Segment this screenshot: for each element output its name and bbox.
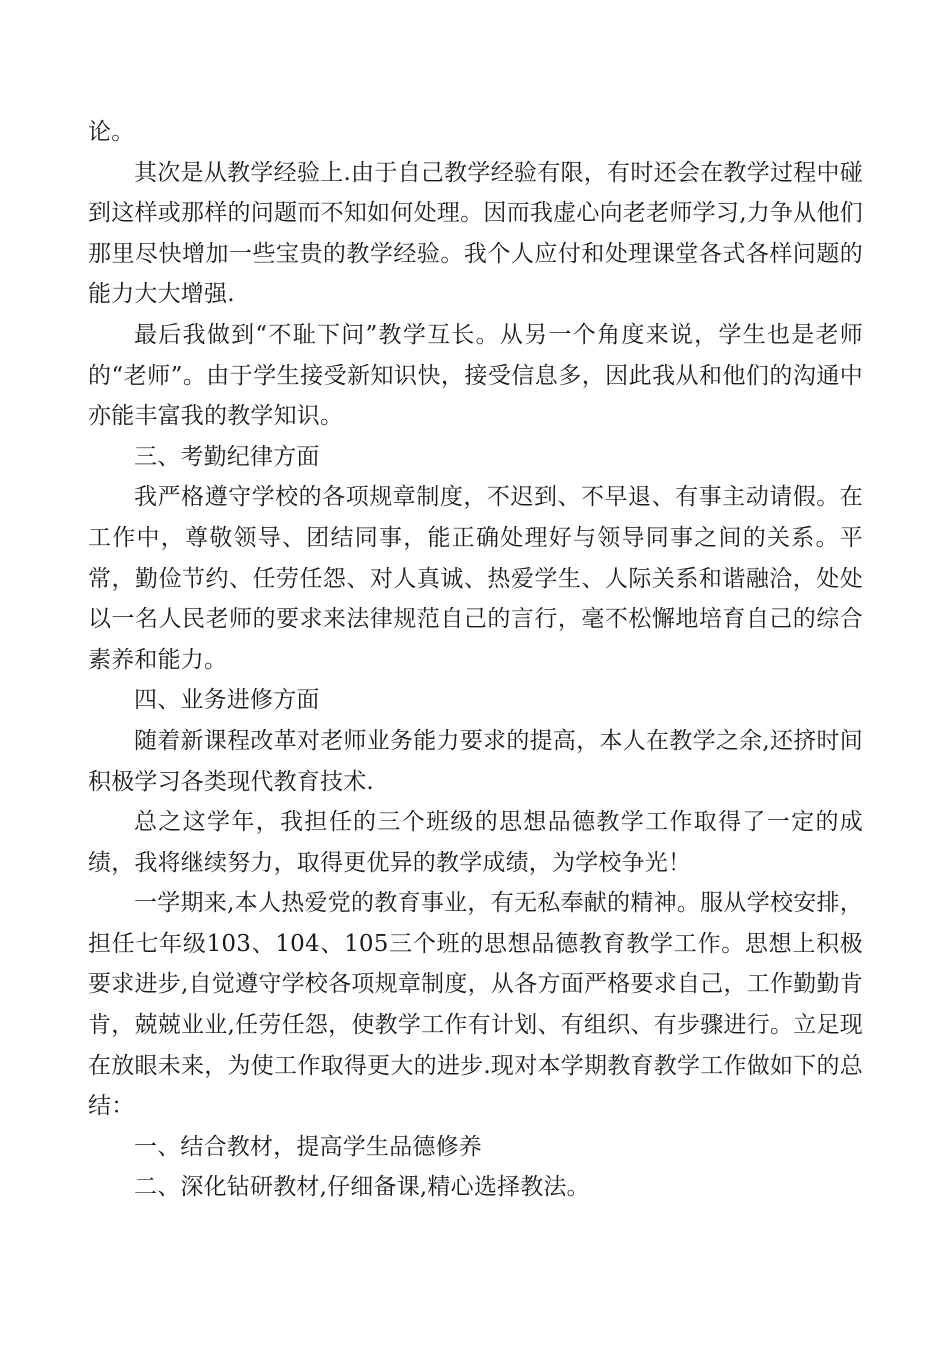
paragraph-continuation: 论。: [88, 119, 135, 145]
section-heading-combine-textbook: 一、结合教材，提高学生品德修养: [134, 1133, 482, 1160]
paragraph-learning-from-students: 最后我做到“不耻下问”教学互长。从另一个角度来说，学生也是老师的“老师”。由于学生接受新知识快，接受信息多，因此我从和他们的沟通中亦能丰富我的教学知识。: [88, 321, 863, 430]
section-heading-professional-study: 四、业务进修方面: [134, 687, 320, 714]
paragraph-conclusion: 总之这学年，我担任的三个班级的思想品德教学工作取得了一定的成绩，我将继续努力，取得更优异的教学成绩，为学校争光！: [88, 809, 863, 876]
section-heading-attendance: 三、考勤纪律方面: [134, 443, 320, 470]
paragraph-professional-study: 随着新课程改革对老师业务能力要求的提高，本人在教学之余,还挤时间积极学习各类现代教育技术.: [88, 727, 863, 795]
paragraph-semester-summary: 一学期来,本人热爱党的教育事业，有无私奉献的精神。服从学校安排，担任七年级103、104、105三个班的思想品德教育教学工作。思想上积极要求进步,自觉遵守学校各项规章制度，从各方面严格要求自己，工作勤勤肯肯，兢兢业业,任劳任怨，使教学工作有计划、有组织、有步骤进行。立足现在放眼未来，为使工作取得更大的进步.现对本学期教育教学工作做如下的总结：: [88, 890, 863, 1120]
section-heading-study-textbook: 二、深化钻研教材,仔细备课,精心选择教法。: [134, 1174, 590, 1201]
document-body: [88, 112, 863, 1208]
paragraph-teaching-experience: 其次是从教学经验上.由于自己教学经验有限，有时还会在教学过程中碰到这样或那样的问题而不知如何处理。因而我虚心向老老师学习,力争从他们那里尽快增加一些宝贵的教学经验。我个人应付和处理课堂各式各样问题的能力大大增强.: [88, 159, 863, 308]
paragraph-attendance: 我严格遵守学校的各项规章制度，不迟到、不早退、有事主动请假。在工作中，尊敬领导、团结同事，能正确处理好与领导同事之间的关系。平常，勤俭节约、任劳任怨、对人真诚、热爱学生、人际关系和谐融洽，处处以一名人民老师的要求来法律规范自己的言行，毫不松懈地培育自己的综合素养和能力。: [88, 484, 863, 673]
